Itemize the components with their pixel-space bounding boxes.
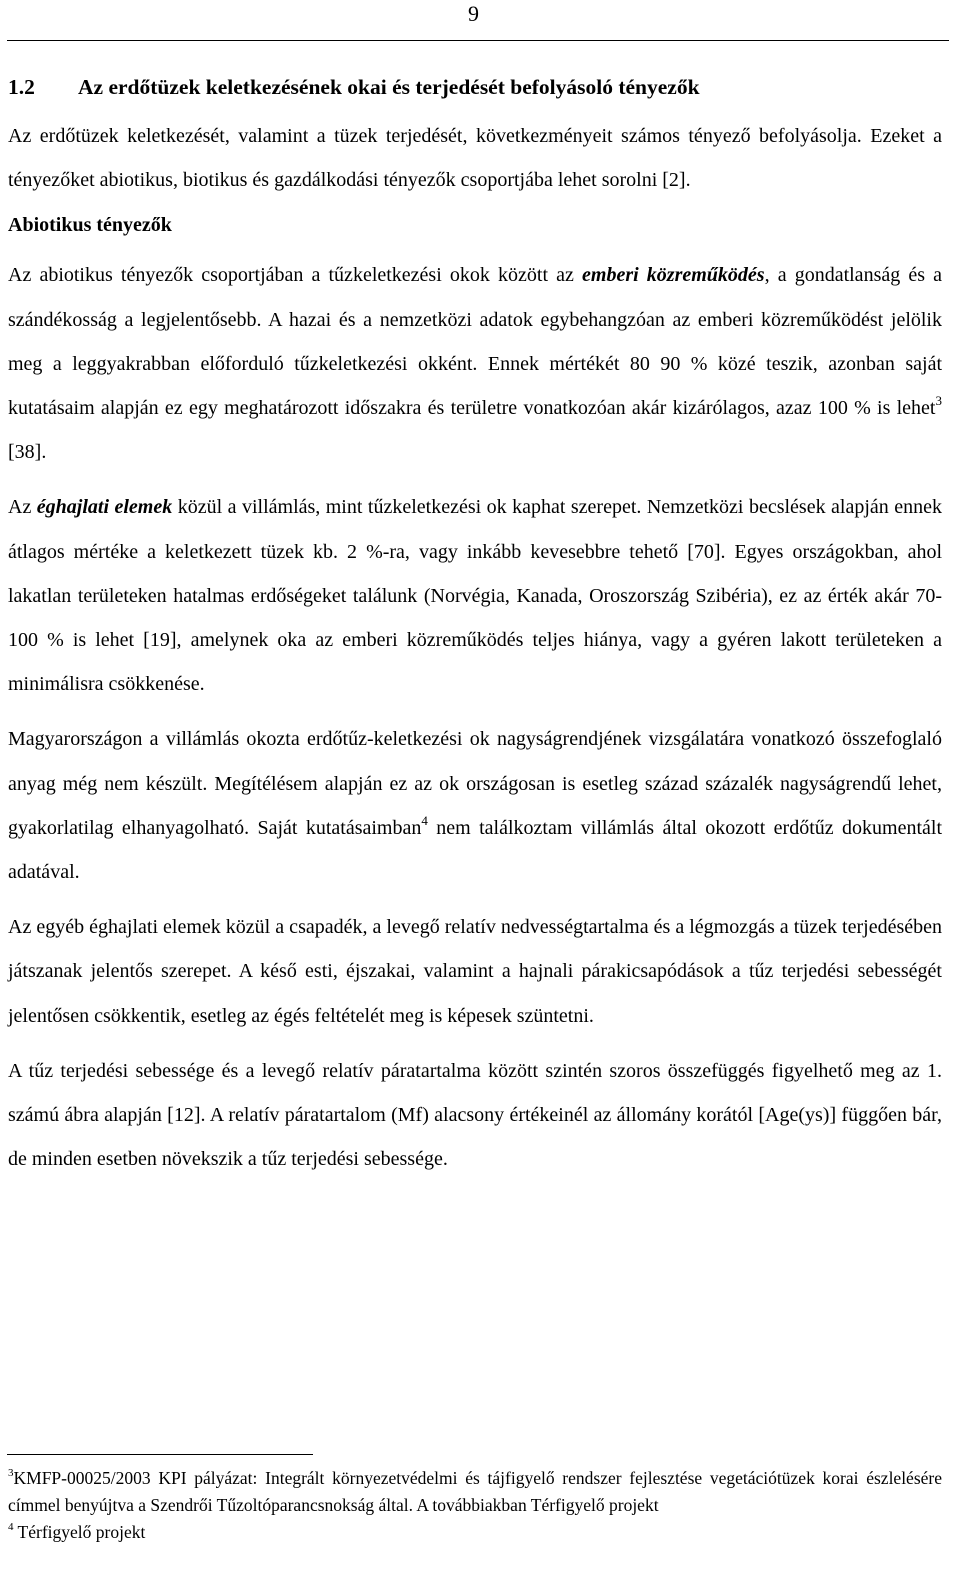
footnote-text: KMFP-00025/2003 KPI pályázat: Integrált környezetvédelmi és tájfigyelő rendszer fejlesztése vegetációtüzek korai észlelésére címmel benyújtva a Szendrői Tűzoltóparancsnokság által. A továbbiakban Térfigyelő projekt — [8, 1468, 942, 1515]
footnotes — [8, 1465, 942, 1546]
footnote-mark: 4 — [8, 1521, 14, 1534]
p3-tail: nem találkoztam villámlás által okozott erdőtűz dokumentált adatával. — [8, 816, 942, 884]
document-body — [8, 71, 942, 1181]
p1-after: , a gondatlanság és a szándékosság a legjelentősebb. A hazai és a nemzetközi adatok egybehangzóan az emberi közreműködést jelölik meg a leggyakrabban előforduló tűzkeletkezési okként. Ennek mértékét 80 90 % közé teszik, azonban saját kutatásaim alapján ez egy meghatározott időszakra és területre vonatkozóan akár kizárólagos, azaz 100 % is lehet — [8, 264, 943, 420]
subheading: Abiotikus tényezők — [8, 214, 172, 237]
section-number: 1.2 — [8, 75, 35, 99]
paragraph-human-causes — [8, 253, 942, 474]
intro-paragraph: Az erdőtüzek keletkezését, valamint a tüzek terjedését, következményeit számos tényező befolyásolja. Ezeket a tényezőket abiotikus, biotikus és gazdálkodási tényezők csoportjába lehet sorolni [2]. — [8, 125, 942, 192]
paragraph-humidity: A tűz terjedési sebessége és a levegő relatív páratartalma között szintén szoros összefüggés figyelhető meg az 1. számú ábra alapján [12]. A relatív páratartalom (Mf) alacsony értékeinél az állomány korától [Age(ys)] függően bár, de minden esetben növekszik a tűz terjedési sebessége. — [8, 1059, 942, 1171]
header-rule — [7, 40, 949, 41]
footnote-ref-4[interactable]: 4 — [421, 813, 428, 829]
p1-emphasis: emberi közreműködés — [582, 264, 765, 287]
footnote-mark: 3 — [8, 1467, 14, 1480]
p2-after: közül a villámlás, mint tűzkeletkezési ok kaphat szerepet. Nemzetközi becslések alapján ennek átlagos mértéke a keletkezett tüzek kb. 2 %-ra, vagy inkább kevesebbre tehető [70]. Egyes országokban, ahol lakatlan területeken hatalmas erdőségeket találunk (Norvégia, Kanada, Oroszország Szibéria), ez az érték akár 70-100 % is lehet [19], amelynek oka az emberi közreműködés teljes hiánya, vagy a gyéren lakott területeken a minimálisra csökkenése. — [8, 496, 943, 696]
p1-before: Az abiotikus tényezők csoportjában a tűzkeletkezési okok között az — [8, 264, 583, 287]
p1-tail: [38]. — [8, 441, 47, 464]
section-title: Az erdőtüzek keletkezésének okai és terjedését befolyásoló tényezők — [78, 75, 700, 99]
p3-text: Magyarországon a villámlás okozta erdőtűz-keletkezési ok nagyságrendjének vizsgálatára vonatkozó összefoglaló anyag még nem készült. Megítélésem alapján ez az ok országosan is esetleg század százalék nagyságrendű lehet, gyakorlatilag elhanyagolható. Saját kutatásaimban — [8, 728, 942, 839]
footnote-rule — [7, 1454, 313, 1455]
paragraph-climate: Az egyéb éghajlati elemek közül a csapadék, a levegő relatív nedvességtartalma és a légmozgás a tüzek terjedésében játszanak jelentős szerepet. A késő esti, éjszakai, valamint a hajnali párakicsapódások a tűz terjedési sebességét jelentősen csökkentik, esetleg az égés feltételét meg is képesek szüntetni. — [8, 916, 942, 1027]
footnote-text: Térfigyelő projekt — [13, 1522, 146, 1542]
section-heading — [8, 71, 942, 103]
footnote-4 — [8, 1519, 942, 1546]
footnote-3 — [8, 1465, 942, 1519]
paragraph-hungary — [8, 717, 942, 894]
page-number: 9 — [468, 1, 479, 26]
paragraph-lightning — [8, 485, 942, 706]
p2-emphasis: éghajlati elemek — [36, 496, 173, 519]
p2-before: Az — [8, 496, 37, 519]
footnote-ref-3[interactable]: 3 — [935, 393, 942, 409]
